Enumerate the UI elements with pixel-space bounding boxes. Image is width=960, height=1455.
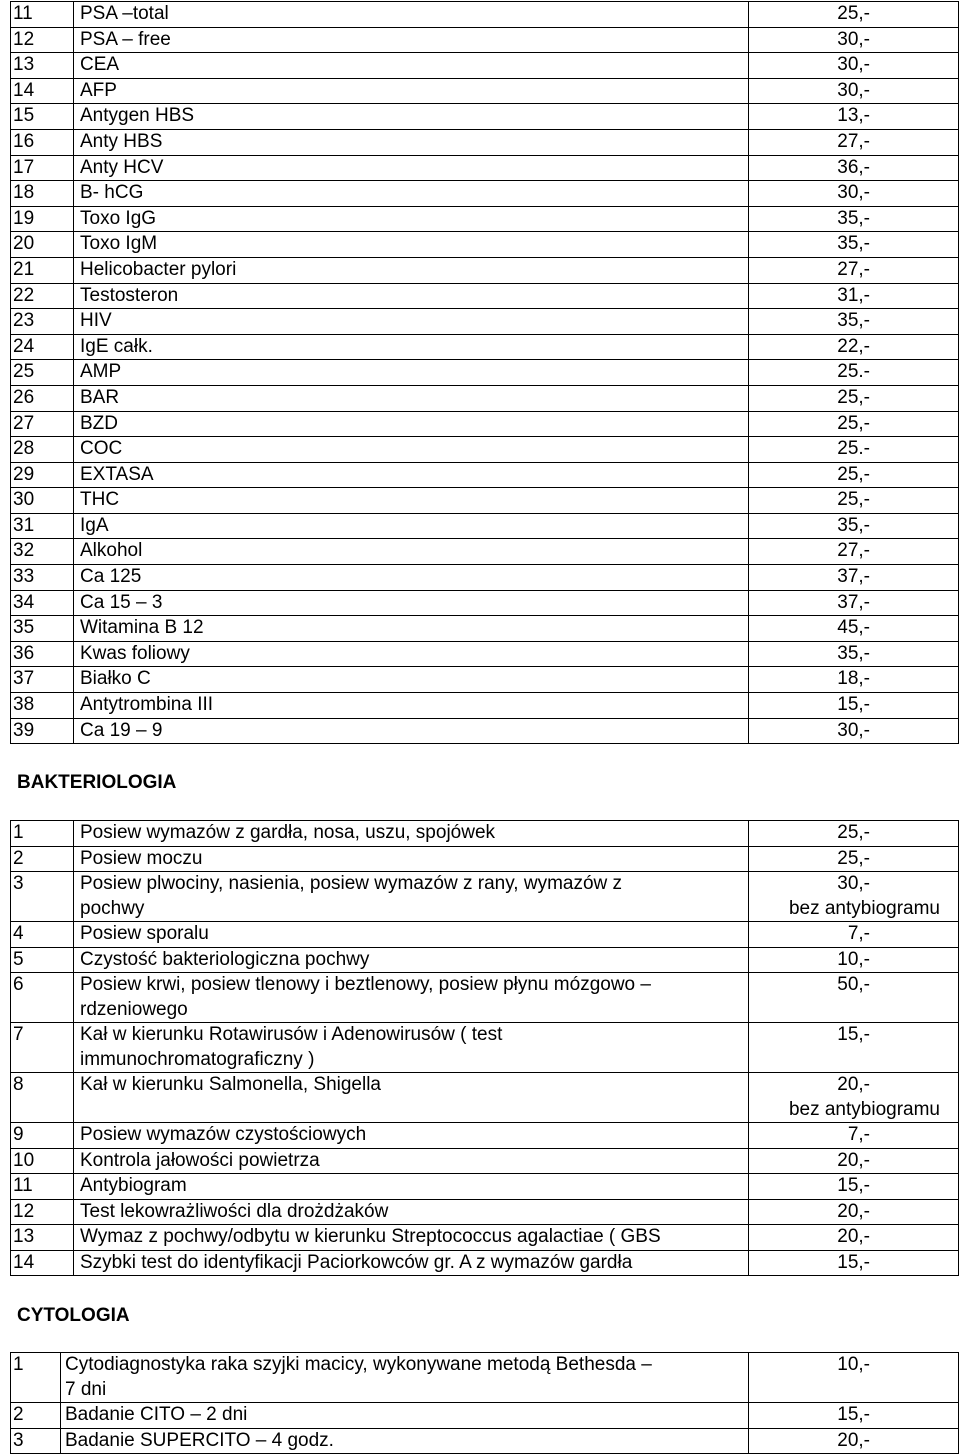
row-number: 29 <box>11 462 74 488</box>
row-number: 5 <box>11 947 74 973</box>
table-row <box>11 693 959 719</box>
test-name: THC <box>74 488 749 514</box>
test-price: 20,- <box>749 1199 959 1225</box>
row-number: 7 <box>11 1023 74 1073</box>
test-name <box>61 1403 749 1429</box>
test-price: 20,- <box>749 1428 959 1454</box>
test-name <box>74 1148 749 1174</box>
test-name: Helicobacter pylori <box>74 257 749 283</box>
test-name: Toxo IgG <box>74 206 749 232</box>
test-price: 35,- <box>749 232 959 258</box>
test-name: CEA <box>74 53 749 79</box>
table-row <box>11 27 959 53</box>
row-number: 13 <box>11 53 74 79</box>
test-price-value: 30,- <box>837 873 870 894</box>
test-name: Antygen HBS <box>74 104 749 130</box>
row-number: 39 <box>11 718 74 744</box>
test-price: 18,- <box>749 667 959 693</box>
bakteriologia-price-table <box>10 820 959 1276</box>
test-name <box>74 1250 749 1276</box>
test-name <box>74 1023 749 1073</box>
table-row <box>11 1174 959 1200</box>
row-number: 26 <box>11 385 74 411</box>
test-price: 36,- <box>749 155 959 181</box>
row-number: 14 <box>11 1250 74 1276</box>
test-price: 15,- <box>749 1174 959 1200</box>
test-price: 10,- <box>749 947 959 973</box>
row-number: 12 <box>11 1199 74 1225</box>
test-name: Ca 15 – 3 <box>74 590 749 616</box>
table-row <box>11 718 959 744</box>
test-name: Witamina B 12 <box>74 616 749 642</box>
test-name-line: Wymaz z pochwy/odbytu w kierunku Streptococcus agalactiae ( GBS <box>80 1226 661 1247</box>
test-price: 45,- <box>749 616 959 642</box>
test-name: IgA <box>74 513 749 539</box>
test-price: 22,- <box>749 334 959 360</box>
test-name <box>74 1225 749 1251</box>
test-price: 25,- <box>749 846 959 872</box>
row-number: 16 <box>11 129 74 155</box>
test-price: 20,- <box>749 1148 959 1174</box>
test-name-line: Szybki test do identyfikacji Paciorkowców gr. A z wymazów gardła <box>80 1251 633 1273</box>
table-row <box>11 385 959 411</box>
table-row <box>11 257 959 283</box>
table-row <box>11 437 959 463</box>
test-price: 30,- <box>749 718 959 744</box>
test-price: 27,- <box>749 129 959 155</box>
table-row <box>11 1023 959 1073</box>
test-price: 25.- <box>749 360 959 386</box>
row-number: 11 <box>11 1174 74 1200</box>
test-price: 27,- <box>749 257 959 283</box>
table-row <box>11 232 959 258</box>
table-row <box>11 922 959 948</box>
test-price: 27,- <box>749 539 959 565</box>
row-number: 14 <box>11 78 74 104</box>
row-number: 12 <box>11 27 74 53</box>
row-number: 37 <box>11 667 74 693</box>
test-name-line: Posiew sporalu <box>80 923 209 944</box>
table-row <box>11 181 959 207</box>
test-name: COC <box>74 437 749 463</box>
table-row <box>11 360 959 386</box>
test-name <box>74 1199 749 1225</box>
row-number: 32 <box>11 539 74 565</box>
test-name: Antytrombina III <box>74 693 749 719</box>
row-number: 33 <box>11 565 74 591</box>
table-row <box>11 206 959 232</box>
test-price: 20,- <box>749 1225 959 1251</box>
test-price: 50,- <box>749 973 959 1023</box>
test-price: 31,- <box>749 283 959 309</box>
test-name: Ca 19 – 9 <box>74 718 749 744</box>
table-row <box>11 616 959 642</box>
test-name-line: Posiew moczu <box>80 847 203 869</box>
table-row <box>11 513 959 539</box>
table-row <box>11 104 959 130</box>
row-number: 30 <box>11 488 74 514</box>
test-name: BZD <box>74 411 749 437</box>
test-price: 30,- <box>749 27 959 53</box>
table-row <box>11 1199 959 1225</box>
test-name-line: pochwy <box>80 897 145 919</box>
test-price-note: bez antybiogramu <box>788 1098 940 1120</box>
table-row <box>11 1073 959 1123</box>
row-number: 17 <box>11 155 74 181</box>
test-name: AFP <box>74 78 749 104</box>
test-name: Anty HBS <box>74 129 749 155</box>
row-number: 2 <box>11 1403 61 1429</box>
table-row <box>11 872 959 922</box>
test-name <box>74 821 749 847</box>
test-price: 25,- <box>749 488 959 514</box>
test-name: PSA –total <box>74 2 749 28</box>
test-name: Białko C <box>74 667 749 693</box>
test-name: Ca 125 <box>74 565 749 591</box>
row-number: 24 <box>11 334 74 360</box>
test-name-line: Kontrola jałowości powietrza <box>80 1149 320 1171</box>
table-row <box>11 846 959 872</box>
row-number: 36 <box>11 641 74 667</box>
test-name-line: Kał w kierunku Rotawirusów i Adenowirusów ( test <box>80 1024 503 1045</box>
row-number: 2 <box>11 846 74 872</box>
test-name: Anty HCV <box>74 155 749 181</box>
table-row <box>11 2 959 28</box>
row-number: 10 <box>11 1148 74 1174</box>
row-number: 8 <box>11 1073 74 1123</box>
section-title-cytologia: CYTOLOGIA <box>17 1305 130 1326</box>
row-number: 19 <box>11 206 74 232</box>
cytologia-price-table <box>10 1352 959 1454</box>
row-number: 1 <box>11 1353 61 1403</box>
row-number: 31 <box>11 513 74 539</box>
row-number: 3 <box>11 872 74 922</box>
test-price: 35,- <box>749 206 959 232</box>
test-price: 7,- <box>749 922 959 948</box>
row-number: 15 <box>11 104 74 130</box>
test-name <box>74 922 749 948</box>
test-price: 25,- <box>749 385 959 411</box>
test-name: EXTASA <box>74 462 749 488</box>
table-row <box>11 1403 959 1429</box>
test-price: 30,- <box>749 53 959 79</box>
test-name-line: Cytodiagnostyka raka szyjki macicy, wykonywane metodą Bethesda – <box>65 1354 652 1375</box>
row-number: 28 <box>11 437 74 463</box>
test-price: 15,- <box>749 693 959 719</box>
row-number: 20 <box>11 232 74 258</box>
table-row <box>11 667 959 693</box>
row-number: 13 <box>11 1225 74 1251</box>
table-row <box>11 411 959 437</box>
test-name: Testosteron <box>74 283 749 309</box>
test-name: HIV <box>74 309 749 335</box>
test-name: BAR <box>74 385 749 411</box>
row-number: 27 <box>11 411 74 437</box>
test-price-note: bez antybiogramu <box>788 897 940 919</box>
test-name <box>74 1174 749 1200</box>
test-name <box>74 872 749 922</box>
table-row <box>11 1123 959 1149</box>
test-name-line: Posiew wymazów czystościowych <box>80 1124 367 1145</box>
row-number: 25 <box>11 360 74 386</box>
row-number: 38 <box>11 693 74 719</box>
test-price: 25,- <box>749 462 959 488</box>
table-row <box>11 53 959 79</box>
row-number: 4 <box>11 922 74 948</box>
test-name: B- hCG <box>74 181 749 207</box>
test-price: 35,- <box>749 513 959 539</box>
test-name-line: Posiew plwociny, nasienia, posiew wymazów z rany, wymazów z <box>80 873 623 894</box>
table-row <box>11 1225 959 1251</box>
test-price: 25.- <box>749 437 959 463</box>
table-row <box>11 947 959 973</box>
test-name <box>61 1428 749 1454</box>
test-name <box>74 846 749 872</box>
table-row <box>11 334 959 360</box>
table-row <box>11 1250 959 1276</box>
test-name-line: Antybiogram <box>80 1175 187 1196</box>
test-name-line: Posiew krwi, posiew tlenowy i beztlenowy, posiew płynu mózgowo – <box>80 974 651 995</box>
table-row <box>11 309 959 335</box>
test-name-line: 7 dni <box>65 1378 107 1400</box>
row-number: 1 <box>11 821 74 847</box>
table-row <box>11 821 959 847</box>
test-name <box>74 973 749 1023</box>
table-row <box>11 155 959 181</box>
table-row <box>11 1428 959 1454</box>
row-number: 22 <box>11 283 74 309</box>
test-name: Kwas foliowy <box>74 641 749 667</box>
table-row <box>11 283 959 309</box>
section-title-bakteriologia: BAKTERIOLOGIA <box>17 772 177 793</box>
row-number: 34 <box>11 590 74 616</box>
test-price: 25,- <box>749 411 959 437</box>
table-row <box>11 78 959 104</box>
test-name: PSA – free <box>74 27 749 53</box>
test-price: 15,- <box>749 1403 959 1429</box>
row-number: 18 <box>11 181 74 207</box>
test-name-line: immunochromatograficzny ) <box>80 1048 315 1070</box>
table-row <box>11 641 959 667</box>
test-price <box>749 872 959 922</box>
row-number: 3 <box>11 1428 61 1454</box>
test-price: 37,- <box>749 565 959 591</box>
test-price: 25,- <box>749 821 959 847</box>
table-row <box>11 488 959 514</box>
test-price: 25,- <box>749 2 959 28</box>
table-row <box>11 462 959 488</box>
table-row <box>11 539 959 565</box>
table-row <box>11 565 959 591</box>
test-price <box>749 1073 959 1123</box>
test-name: IgE całk. <box>74 334 749 360</box>
row-number: 21 <box>11 257 74 283</box>
row-number: 35 <box>11 616 74 642</box>
test-price: 15,- <box>749 1250 959 1276</box>
test-price: 30,- <box>749 181 959 207</box>
test-price: 15,- <box>749 1023 959 1073</box>
table-row <box>11 590 959 616</box>
row-number: 23 <box>11 309 74 335</box>
test-name-line: rdzeniowego <box>80 998 188 1020</box>
test-price: 7,- <box>749 1123 959 1149</box>
table-row <box>11 129 959 155</box>
test-name <box>61 1353 749 1403</box>
test-name-line: Kał w kierunku Salmonella, Shigella <box>80 1074 381 1095</box>
test-name: Toxo IgM <box>74 232 749 258</box>
table-row <box>11 1148 959 1174</box>
test-name: Alkohol <box>74 539 749 565</box>
test-price: 35,- <box>749 641 959 667</box>
row-number: 11 <box>11 2 74 28</box>
test-name <box>74 947 749 973</box>
row-number: 9 <box>11 1123 74 1149</box>
test-name-line: Czystość bakteriologiczna pochwy <box>80 948 370 970</box>
test-name <box>74 1073 749 1123</box>
row-number: 6 <box>11 973 74 1023</box>
test-price: 35,- <box>749 309 959 335</box>
test-price: 30,- <box>749 78 959 104</box>
test-price-value: 20,- <box>837 1074 870 1095</box>
test-name-line: Badanie CITO – 2 dni <box>65 1404 248 1425</box>
test-name-line: Posiew wymazów z gardła, nosa, uszu, spojówek <box>80 822 496 843</box>
test-name <box>74 1123 749 1149</box>
lab-price-table <box>10 1 959 744</box>
test-price: 37,- <box>749 590 959 616</box>
table-row <box>11 973 959 1023</box>
test-name: AMP <box>74 360 749 386</box>
test-name-line: Badanie SUPERCITO – 4 godz. <box>65 1429 334 1451</box>
test-price: 13,- <box>749 104 959 130</box>
test-name-line: Test lekowrażliwości dla drożdżaków <box>80 1200 389 1222</box>
test-price: 10,- <box>749 1353 959 1403</box>
table-row <box>11 1353 959 1403</box>
